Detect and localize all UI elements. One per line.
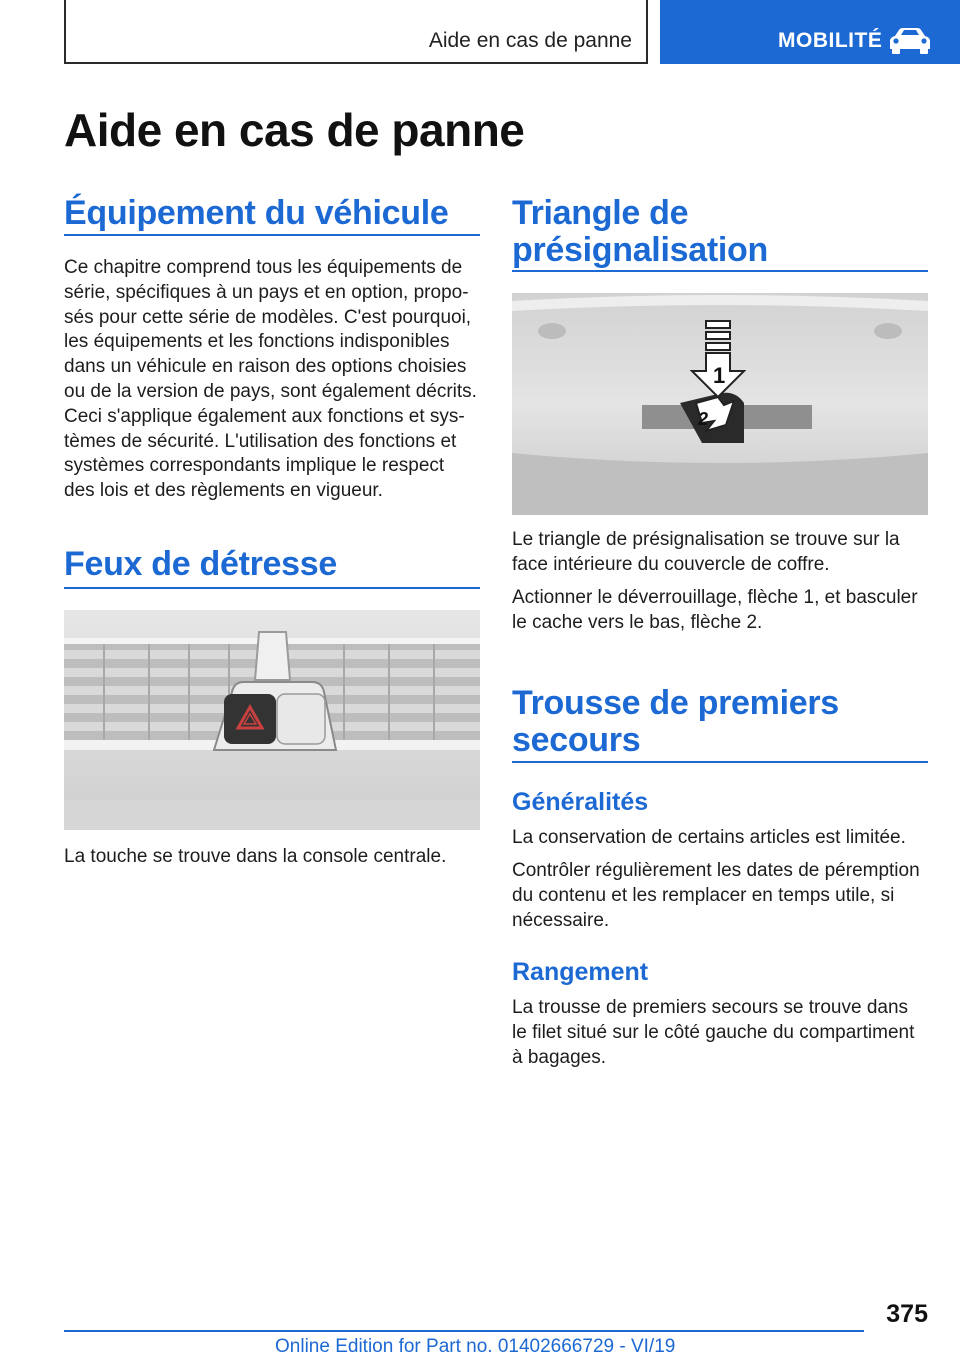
header-tab-label: MOBILITÉ bbox=[778, 29, 883, 52]
general-paragraph-1: La conservation de certains articles est limitée. bbox=[512, 827, 906, 848]
firstaid-heading: Trousse de premiers secours bbox=[512, 684, 839, 759]
triangle-heading-rule bbox=[512, 270, 928, 272]
header-section-box bbox=[64, 0, 648, 64]
footer-rule bbox=[64, 1330, 864, 1332]
storage-paragraph: La trousse de premiers secours se trouve dans le filet situé sur le côté gauche du compartiment à bagages. bbox=[512, 997, 915, 1068]
equipment-heading: Équipement du véhicule bbox=[64, 194, 449, 232]
chapter-title: Aide en cas de panne bbox=[64, 104, 525, 156]
header-section-title: Aide en cas de panne bbox=[428, 29, 632, 52]
car-icon bbox=[886, 26, 934, 56]
triangle-location-paragraph: Le triangle de présignalisation se trouve sur la face intérieure du couvercle de coffre. bbox=[512, 529, 900, 575]
arrow-2-callout: 2 bbox=[698, 409, 709, 429]
page-number: 375 bbox=[886, 1300, 928, 1328]
triangle-instruction-paragraph: Actionner le déverrouillage, flèche 1, et basculer le cache vers le bas, flèche 2. bbox=[512, 587, 918, 633]
edition-footer: Online Edition for Part no. 01402666729 - VI/19 bbox=[275, 1336, 676, 1357]
equipment-paragraph: Ce chapitre comprend tous les équipements de série, spécifiques à un pays et en option, propo‐ sés pour cette série de modèles. C'est pourquoi, les équipements et les fonctions indisponibles dans un véhicule en raison des options choisies ou de la version de pays, sont également décrits. Ceci s'applique également aux fonctions et sys‐ tèmes de sécurité. L'utilisation des fonctions et systèmes correspondants implique le respect des lois et des règlements en vigueur. bbox=[64, 257, 477, 502]
firstaid-heading-rule bbox=[512, 761, 928, 763]
equipment-heading-rule bbox=[64, 234, 480, 236]
triangle-heading: Triangle de présignalisation bbox=[512, 194, 768, 269]
storage-subheading: Rangement bbox=[512, 958, 649, 986]
hazard-heading-rule bbox=[64, 587, 480, 589]
trunk-lid-photo bbox=[512, 293, 928, 515]
hazard-button-photo bbox=[64, 610, 480, 830]
hazard-caption: La touche se trouve dans la console centrale. bbox=[64, 846, 447, 867]
hazard-heading: Feux de détresse bbox=[64, 545, 337, 583]
arrow-1-callout: 1 bbox=[713, 363, 726, 388]
general-paragraph-2: Contrôler régulièrement les dates de péremption du contenu et les remplacer en temps utile, si nécessaire. bbox=[512, 860, 920, 931]
general-subheading: Généralités bbox=[512, 788, 649, 816]
header-tab-mobilite[interactable] bbox=[660, 0, 960, 64]
